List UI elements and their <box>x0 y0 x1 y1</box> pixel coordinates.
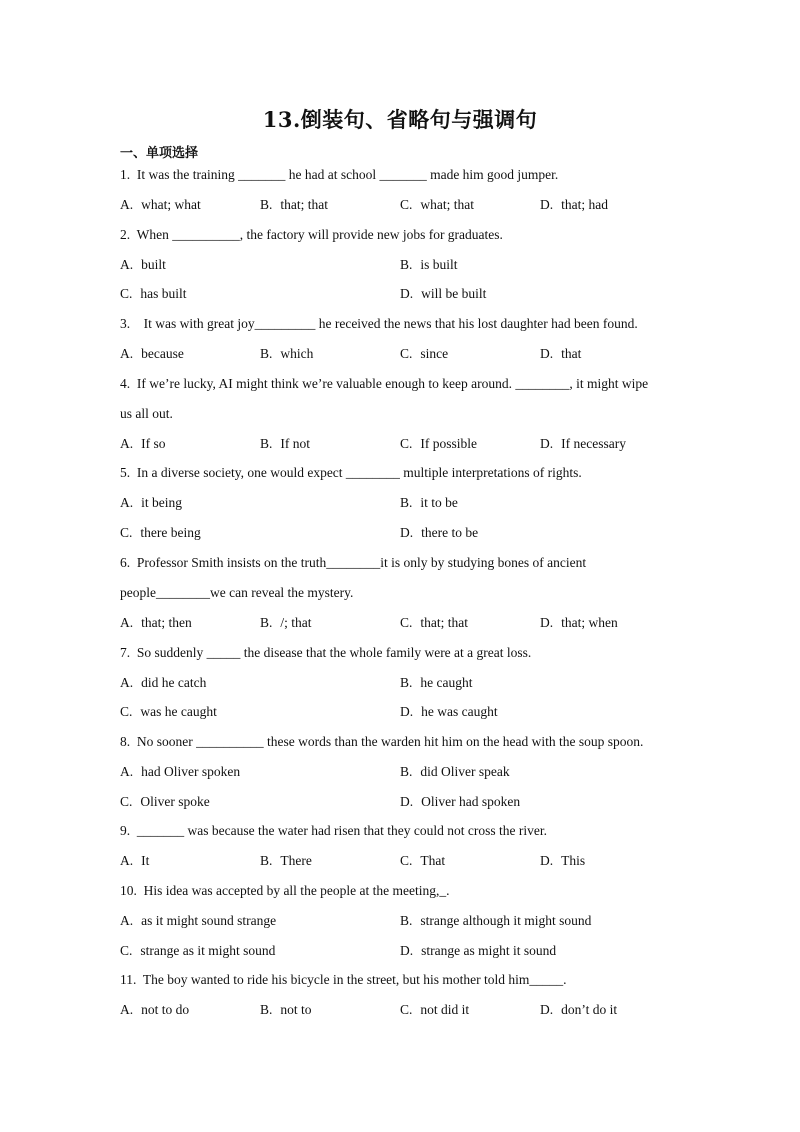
option-letter: C. <box>120 704 133 720</box>
option-text: strange although it might sound <box>420 912 592 928</box>
option-letter: A. <box>120 763 134 779</box>
option-text: That <box>420 853 446 869</box>
option-text: don’t do it <box>561 1002 618 1018</box>
option-text: was he caught <box>140 704 217 720</box>
answer-option <box>120 279 400 309</box>
option-letter: A. <box>120 1002 134 1018</box>
question-stem: 1. It was the training _______ he had at school _______ made him good jumper. <box>120 167 559 182</box>
question-stem: people________we can reveal the mystery. <box>120 584 354 600</box>
option-row <box>120 668 680 698</box>
option-text: is built <box>420 256 458 272</box>
answer-option <box>260 995 400 1025</box>
option-letter: B. <box>260 197 273 212</box>
option-letter: C. <box>400 614 413 630</box>
question-2 <box>120 220 680 309</box>
option-text: If possible <box>420 435 478 451</box>
section-heading: 一、单项选择 <box>120 146 199 161</box>
answer-option <box>540 608 680 638</box>
option-letter: C. <box>120 286 133 302</box>
option-text: did Oliver speak <box>420 763 510 779</box>
answer-option <box>540 339 680 369</box>
question-11 <box>120 965 680 1025</box>
option-text: as it might sound strange <box>141 912 277 928</box>
answer-option <box>120 339 260 369</box>
question-stem: 6. Professor Smith insists on the truth________it is only by studying bones of ancient <box>120 554 587 570</box>
option-text: built <box>141 256 166 272</box>
option-row <box>120 429 680 459</box>
option-letter: C. <box>400 197 413 212</box>
question-stem: 5. In a diverse society, one would expect ________ multiple interpretations of rights. <box>120 465 582 481</box>
answer-option <box>260 429 400 459</box>
answer-option <box>260 339 400 369</box>
option-letter: A. <box>120 435 134 451</box>
option-letter: C. <box>400 435 413 451</box>
option-letter: D. <box>540 853 554 869</box>
answer-option <box>120 995 260 1025</box>
option-text: not did it <box>420 1002 470 1018</box>
question-stem: 8. No sooner __________ these words than the warden hit him on the head with the soup spoon. <box>120 733 644 749</box>
option-row <box>120 995 680 1025</box>
option-letter: D. <box>400 793 414 809</box>
answer-option <box>260 608 400 638</box>
option-letter: D. <box>540 197 554 212</box>
option-text: If necessary <box>561 435 626 451</box>
option-letter: B. <box>260 1002 273 1018</box>
answer-option <box>540 846 680 876</box>
option-letter: B. <box>260 435 273 451</box>
option-row <box>120 339 680 369</box>
option-row <box>120 608 680 638</box>
option-text: There <box>280 853 312 869</box>
answer-option <box>120 518 400 548</box>
option-letter: D. <box>540 346 554 362</box>
option-text: /; that <box>280 614 312 630</box>
option-text: This <box>561 853 586 869</box>
answer-option <box>400 250 680 280</box>
question-stem: 11. The boy wanted to ride his bicycle in the street, but his mother told him_____. <box>120 972 567 988</box>
option-row <box>120 936 680 966</box>
option-letter: B. <box>260 346 273 362</box>
option-letter: D. <box>540 435 554 451</box>
answer-option <box>400 668 680 698</box>
option-text: If so <box>141 435 166 451</box>
option-text: Oliver spoke <box>140 793 210 809</box>
option-text: that; when <box>561 614 618 630</box>
answer-option <box>400 608 540 638</box>
answer-option <box>400 906 680 936</box>
option-letter: C. <box>120 942 133 958</box>
option-letter: A. <box>120 912 134 928</box>
option-row <box>120 190 680 220</box>
question-stem: 3. It was with great joy_________ he received the news that his lost daughter had been found. <box>120 316 638 332</box>
answer-option <box>400 429 540 459</box>
answer-option <box>400 518 680 548</box>
option-letter: C. <box>120 525 133 541</box>
option-text: It <box>141 853 150 869</box>
option-text: not to <box>280 1002 312 1018</box>
option-text: that; had <box>561 197 608 212</box>
option-text: had Oliver spoken <box>141 763 241 779</box>
answer-option <box>540 190 680 220</box>
answer-option <box>120 668 400 698</box>
option-text: strange as might it sound <box>421 942 557 958</box>
option-letter: C. <box>400 346 413 362</box>
question-stem: 7. So suddenly _____ the disease that the whole family were at a great loss. <box>120 644 532 660</box>
answer-option <box>400 757 680 787</box>
option-letter: B. <box>400 256 413 272</box>
option-text: what; that <box>420 197 475 212</box>
option-row <box>120 757 680 787</box>
option-text: there being <box>140 525 201 541</box>
option-row <box>120 518 680 548</box>
option-text: that <box>561 346 582 362</box>
option-text: because <box>141 346 184 362</box>
answer-option <box>120 846 260 876</box>
answer-option <box>260 190 400 220</box>
option-letter: D. <box>400 942 414 958</box>
option-text: there to be <box>421 525 479 541</box>
option-letter: D. <box>540 614 554 630</box>
option-letter: D. <box>400 525 414 541</box>
option-text: Oliver had spoken <box>421 793 521 809</box>
question-7 <box>120 638 680 727</box>
question-stem: 2. When __________, the factory will provide new jobs for graduates. <box>120 226 503 242</box>
option-row <box>120 906 680 936</box>
option-text: If not <box>280 435 311 451</box>
question-6 <box>120 548 680 638</box>
option-letter: C. <box>400 853 413 869</box>
answer-option <box>400 488 680 518</box>
answer-option <box>120 608 260 638</box>
answer-option <box>400 787 680 817</box>
option-text: it to be <box>420 495 458 511</box>
option-text: he caught <box>420 674 473 690</box>
option-letter: B. <box>260 853 273 869</box>
option-letter: D. <box>540 1002 554 1018</box>
option-letter: C. <box>120 793 133 809</box>
option-text: it being <box>141 495 182 511</box>
option-row <box>120 279 680 309</box>
answer-option <box>120 936 400 966</box>
question-10 <box>120 876 680 965</box>
page-title: 13.倒装句、省略句与强调句 <box>262 107 538 132</box>
question-8 <box>120 727 680 816</box>
answer-option <box>120 190 260 220</box>
answer-option <box>400 279 680 309</box>
option-text: strange as it might sound <box>140 942 276 958</box>
answer-option <box>120 429 260 459</box>
question-stem: 4. If we’re lucky, AI might think we’re valuable enough to keep around. ________, it might wipe <box>120 375 649 391</box>
answer-option <box>400 190 540 220</box>
question-3 <box>120 309 680 369</box>
option-text: that; that <box>420 614 469 630</box>
option-text: what; what <box>141 197 201 212</box>
option-letter: A. <box>120 853 134 869</box>
option-row <box>120 846 680 876</box>
option-row <box>120 697 680 727</box>
option-letter: A. <box>120 674 134 690</box>
option-text: that; then <box>141 614 192 630</box>
option-letter: A. <box>120 495 134 511</box>
answer-option <box>540 995 680 1025</box>
question-4 <box>120 369 680 459</box>
option-text: since <box>420 346 449 362</box>
answer-option <box>120 488 400 518</box>
question-stem: us all out. <box>120 405 173 421</box>
option-letter: A. <box>120 256 134 272</box>
answer-option <box>120 757 400 787</box>
answer-option <box>260 846 400 876</box>
question-stem: 10. His idea was accepted by all the people at the meeting,_. <box>120 882 450 898</box>
option-letter: A. <box>120 346 134 362</box>
question-9 <box>120 816 680 876</box>
option-text: not to do <box>141 1002 190 1018</box>
answer-option <box>120 697 400 727</box>
option-text: that; that <box>280 197 329 212</box>
option-letter: A. <box>120 197 134 212</box>
answer-option <box>120 250 400 280</box>
question-1 <box>120 160 680 220</box>
question-list <box>120 160 680 1025</box>
option-text: did he catch <box>141 674 207 690</box>
option-letter: C. <box>400 1002 413 1018</box>
question-stem: 9. _______ was because the water had risen that they could not cross the river. <box>120 823 548 839</box>
option-row <box>120 250 680 280</box>
answer-option <box>400 846 540 876</box>
option-text: which <box>280 346 314 362</box>
answer-option <box>400 339 540 369</box>
option-letter: B. <box>400 763 413 779</box>
option-text: has built <box>140 286 187 302</box>
answer-option <box>540 429 680 459</box>
option-letter: D. <box>400 704 414 720</box>
option-row <box>120 787 680 817</box>
question-5 <box>120 458 680 547</box>
option-letter: D. <box>400 286 414 302</box>
option-letter: B. <box>400 912 413 928</box>
option-letter: A. <box>120 614 134 630</box>
answer-option <box>400 936 680 966</box>
answer-option <box>120 787 400 817</box>
option-letter: B. <box>400 495 413 511</box>
option-row <box>120 488 680 518</box>
option-letter: B. <box>260 614 273 630</box>
option-text: he was caught <box>421 704 498 720</box>
answer-option <box>120 906 400 936</box>
answer-option <box>400 697 680 727</box>
option-text: will be built <box>421 286 487 302</box>
option-letter: B. <box>400 674 413 690</box>
answer-option <box>400 995 540 1025</box>
